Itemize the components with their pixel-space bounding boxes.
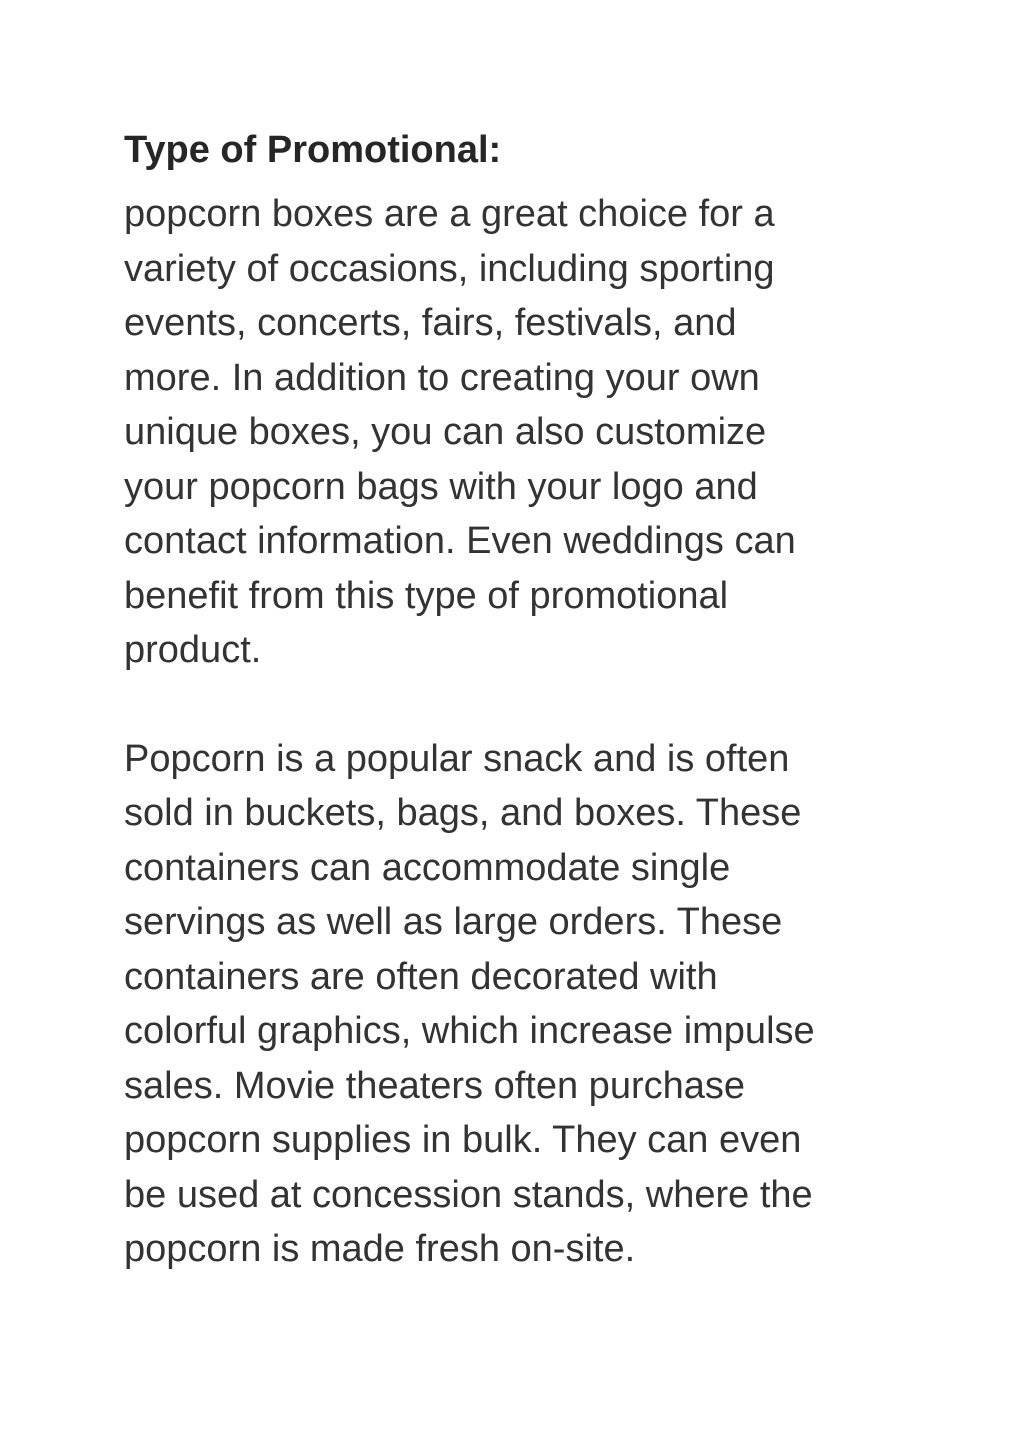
paragraph-line: unique boxes, you can also customize: [124, 411, 767, 453]
paragraph-line: product.: [124, 629, 262, 671]
paragraph-line: variety of occasions, including sporting: [124, 247, 775, 290]
paragraph-line: popcorn is made fresh on-site.: [124, 1228, 636, 1270]
paragraph-line: Popcorn is a popular snack and is often: [124, 737, 790, 780]
paragraph-line: servings as well as large orders. These: [124, 901, 783, 943]
section-heading: Type of Promotional:: [124, 129, 502, 171]
paragraph-1: [124, 187, 904, 678]
paragraph-line: containers are often decorated with: [124, 955, 718, 998]
paragraph-2: [124, 732, 904, 1277]
paragraph-line: more. In addition to creating your own: [124, 356, 760, 399]
paragraph-line: events, concerts, fairs, festivals, and: [124, 302, 737, 344]
paragraph-line: contact information. Even weddings can: [124, 520, 796, 562]
paragraph-line: benefit from this type of promotional: [124, 574, 729, 617]
paragraph-line: sales. Movie theaters often purchase: [124, 1064, 746, 1107]
paragraph-line: colorful graphics, which increase impulse: [124, 1010, 815, 1052]
paragraph-line: containers can accommodate single: [124, 846, 731, 889]
paragraph-line: your popcorn bags with your logo and: [124, 465, 758, 508]
paragraph-line: popcorn supplies in bulk. They can even: [124, 1119, 802, 1161]
paragraph-line: popcorn boxes are a great choice for a: [124, 193, 775, 235]
paragraph-line: be used at concession stands, where the: [124, 1173, 813, 1216]
document-page: [124, 123, 904, 1277]
paragraph-line: sold in buckets, bags, and boxes. These: [124, 792, 802, 834]
